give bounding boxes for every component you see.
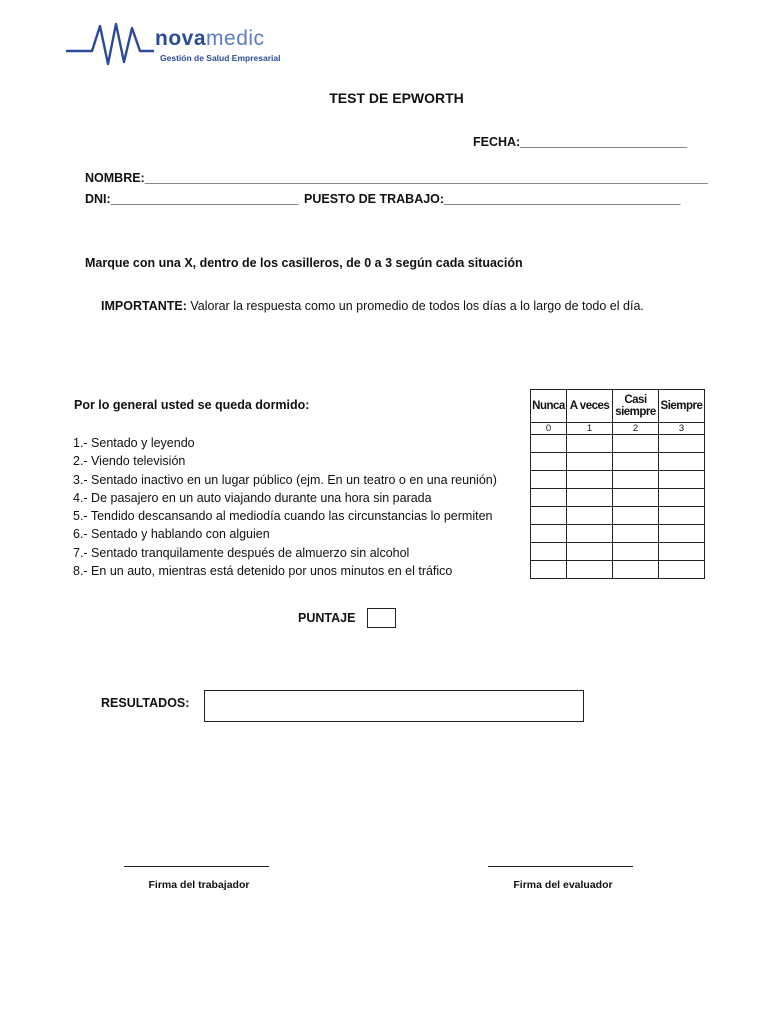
important-text: Valorar la respuesta como un promedio de todos los días a lo largo de todo el día. [186, 299, 644, 313]
score-box[interactable] [367, 608, 396, 628]
job-position-field[interactable]: PUESTO DE TRABAJO:__________________________________ [304, 192, 681, 206]
brand-nova: nova [155, 27, 207, 50]
answer-row [531, 543, 705, 561]
score-table-header-row [531, 390, 705, 423]
name-field[interactable]: NOMBRE:_________________________________________________________________________________ [85, 171, 708, 185]
answer-cell[interactable] [567, 561, 613, 579]
answer-cell[interactable] [567, 507, 613, 525]
answer-cell[interactable] [613, 507, 659, 525]
header-a-veces: A veces [567, 390, 613, 423]
answer-cell[interactable] [613, 561, 659, 579]
answer-cell[interactable] [659, 489, 705, 507]
answer-cell[interactable] [659, 507, 705, 525]
answer-row [531, 507, 705, 525]
brand-tagline: Gestión de Salud Empresarial [160, 53, 281, 63]
answer-row [531, 561, 705, 579]
answer-row [531, 453, 705, 471]
score-table [530, 389, 705, 579]
answer-cell[interactable] [531, 561, 567, 579]
answer-cell[interactable] [567, 489, 613, 507]
answer-cell[interactable] [531, 453, 567, 471]
important-note [101, 299, 644, 313]
question-item: 3.- Sentado inactivo en un lugar público (ejm. En un teatro o en una reunión) [73, 472, 497, 487]
answer-cell[interactable] [613, 525, 659, 543]
answer-cell[interactable] [613, 471, 659, 489]
header-siempre: Siempre [659, 390, 705, 423]
important-label: IMPORTANTE: [101, 299, 187, 313]
date-field[interactable]: FECHA:________________________ [473, 135, 688, 149]
answer-cell[interactable] [567, 471, 613, 489]
evaluator-signature-label: Firma del evaluador [513, 879, 613, 891]
dni-field[interactable]: DNI:___________________________ [85, 192, 299, 206]
page-title: TEST DE EPWORTH [329, 90, 464, 106]
answer-cell[interactable] [659, 543, 705, 561]
value-3: 3 [659, 423, 705, 435]
answer-cell[interactable] [531, 525, 567, 543]
question-item: 5.- Tendido descansando al mediodía cuando las circunstancias lo permiten [73, 509, 493, 524]
answer-cell[interactable] [659, 435, 705, 453]
header-nunca: Nunca [531, 390, 567, 423]
question-heading: Por lo general usted se queda dormido: [74, 398, 310, 412]
answer-row [531, 471, 705, 489]
instructions: Marque con una X, dentro de los casilleros, de 0 a 3 según cada situación [85, 256, 523, 270]
evaluator-signature-line[interactable] [488, 866, 633, 867]
question-item: 2.- Viendo televisión [73, 454, 186, 469]
question-item: 6.- Sentado y hablando con alguien [73, 527, 270, 542]
answer-cell[interactable] [567, 453, 613, 471]
answer-cell[interactable] [613, 435, 659, 453]
worker-signature-line[interactable] [124, 866, 269, 867]
answer-row [531, 435, 705, 453]
answer-cell[interactable] [613, 489, 659, 507]
question-item: 7.- Sentado tranquilamente después de almuerzo sin alcohol [73, 545, 410, 560]
answer-cell[interactable] [659, 471, 705, 489]
answer-cell[interactable] [531, 507, 567, 525]
results-box[interactable] [204, 690, 584, 722]
answer-cell[interactable] [531, 489, 567, 507]
header-casi-siempre: Casi siempre [613, 390, 659, 423]
answer-cell[interactable] [659, 561, 705, 579]
results-label: RESULTADOS: [101, 696, 190, 710]
answer-cell[interactable] [659, 453, 705, 471]
answer-cell[interactable] [613, 543, 659, 561]
score-values-row [531, 423, 705, 435]
worker-signature-label: Firma del trabajador [148, 879, 250, 891]
answer-row [531, 525, 705, 543]
answer-cell[interactable] [567, 543, 613, 561]
value-0: 0 [531, 423, 567, 435]
answer-cell[interactable] [567, 525, 613, 543]
value-2: 2 [613, 423, 659, 435]
question-item: 4.- De pasajero en un auto viajando durante una hora sin parada [73, 490, 432, 505]
value-1: 1 [567, 423, 613, 435]
brand-medic: medic [206, 27, 265, 50]
question-item: 1.- Sentado y leyendo [73, 436, 195, 450]
answer-cell[interactable] [531, 471, 567, 489]
answer-row [531, 489, 705, 507]
answer-cell[interactable] [567, 435, 613, 453]
answer-cell[interactable] [659, 525, 705, 543]
question-list [73, 436, 497, 582]
question-item: 8.- En un auto, mientras está detenido por unos minutos en el tráfico [73, 564, 453, 579]
answer-cell[interactable] [613, 453, 659, 471]
answer-cell[interactable] [531, 435, 567, 453]
brand-name [155, 27, 265, 51]
answer-cell[interactable] [531, 543, 567, 561]
score-label: PUNTAJE [298, 611, 356, 625]
